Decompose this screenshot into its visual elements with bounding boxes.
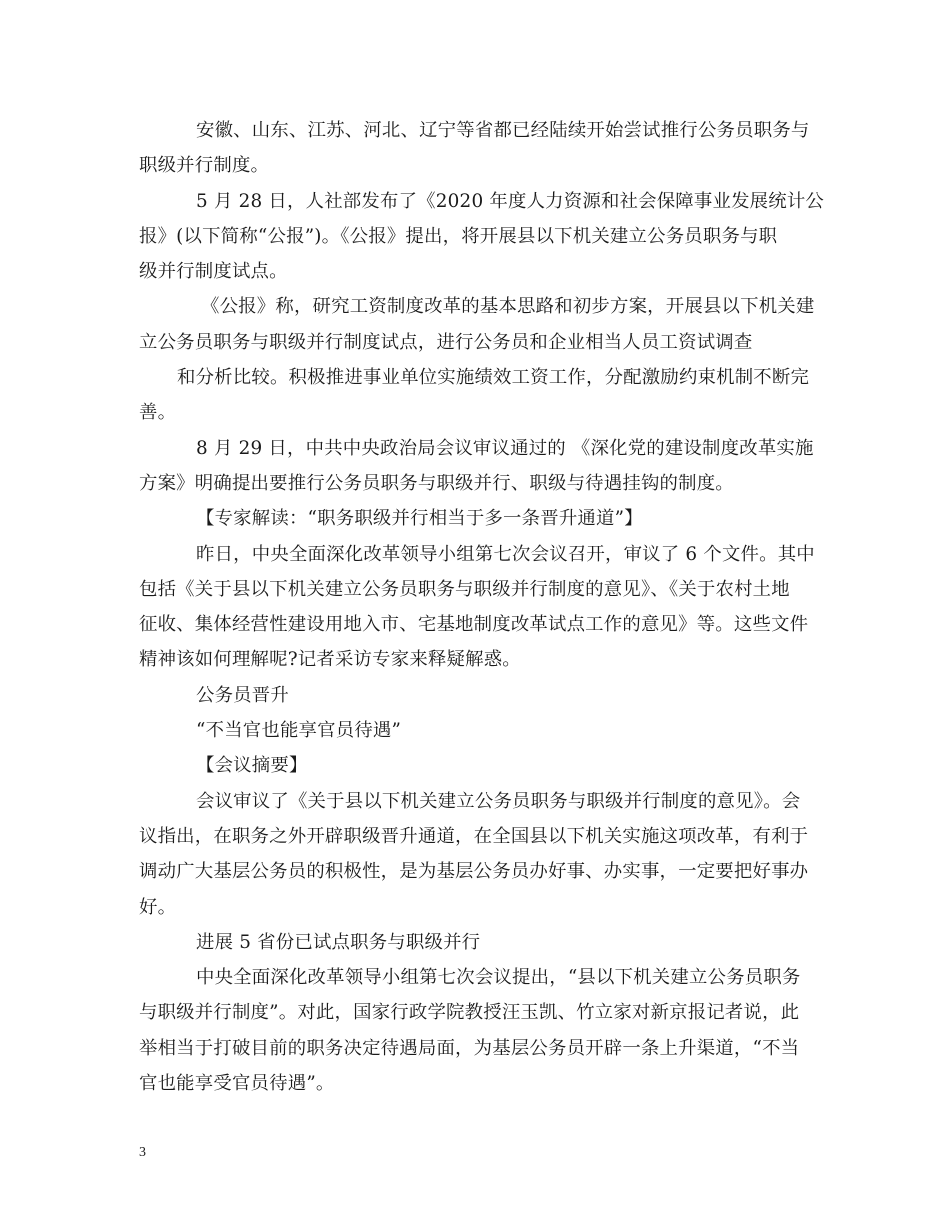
- paragraph: [139, 960, 815, 1101]
- text-line: 好。: [139, 896, 177, 918]
- text-line: 8 月 29 日，中共中央政治局会议审议通过的 《深化党的建设制度改革实施: [196, 437, 814, 459]
- paragraph: [139, 289, 815, 430]
- text-line: 【专家解读：“职务职级并行相当于多一条晋升通道”】: [196, 508, 643, 530]
- text-line: 调动广大基层公务员的积极性，是为基层公务员办好事、办实事，一定要把好事办: [139, 861, 809, 883]
- text-line: 中央全面深化改革领导小组第七次会议提出，“县以下机关建立公务员职务: [196, 967, 801, 989]
- text-line: 立公务员职务与职级并行制度试点，进行公务员和企业相当人员工资试调查: [139, 331, 753, 353]
- paragraph: [139, 431, 815, 502]
- page-number: 3: [139, 1145, 146, 1160]
- text-line: 进展 5 省份已试点职务与职级并行: [196, 931, 481, 953]
- paragraph: [139, 784, 815, 925]
- text-line: 公务员晋升: [196, 684, 289, 706]
- text-line: 征收、集体经营性建设用地入市、宅基地制度改革试点工作的意见》等。这些文件: [139, 614, 809, 636]
- text-line: 官也能享受官员待遇”。: [139, 1073, 335, 1095]
- text-line: 报》(以下简称“公报”)。《公报》提出，将开展县以下机关建立公务员职务与职: [139, 225, 778, 247]
- section-heading: [139, 748, 815, 783]
- text-line: 方案》明确提出要推行公务员职务与职级并行、职级与待遇挂钩的制度。: [139, 472, 734, 494]
- text-line: 与职级并行制度”。对此，国家行政学院教授汪玉凯、竹立家对新京报记者说，此: [139, 1002, 800, 1024]
- text-line: 议指出，在职务之外开辟职级晋升通道，在全国县以下机关实施这项改革，有利于: [139, 825, 809, 847]
- text-line: 安徽、山东、江苏、河北、辽宁等省都已经陆续开始尝试推行公务员职务与: [196, 120, 810, 141]
- text-line: 包括《关于县以下机关建立公务员职务与职级并行制度的意见》、《关于农村土地: [139, 578, 790, 600]
- paragraph: [139, 184, 825, 290]
- section-heading: [139, 501, 815, 536]
- text-line: 级并行制度试点。: [139, 261, 288, 283]
- text-line: 善。: [139, 402, 177, 424]
- text-line: 【会议摘要】: [196, 755, 308, 777]
- document-body: [139, 113, 825, 1101]
- text-line: 精神该如何理解呢?记者采访专家来释疑解惑。: [139, 649, 521, 671]
- text-line: 《公报》称，研究工资制度改革的基本思路和初步方案，开展县以下机关建: [201, 296, 815, 318]
- text-line: 昨日，中央全面深化改革领导小组第七次会议召开，审议了 6 个文件。其中: [196, 543, 815, 565]
- text-line: 举相当于打破目前的职务决定待遇局面，为基层公务员开辟一条上升渠道，“不当: [139, 1037, 800, 1059]
- paragraph: [139, 113, 815, 184]
- subheading: [139, 925, 815, 960]
- subheading: [139, 678, 815, 713]
- text-line: 和分析比较。积极推进事业单位实施绩效工资工作，分配激励约束机制不断完: [177, 367, 810, 389]
- paragraph: [139, 537, 815, 678]
- text-line: 会议审议了《关于县以下机关建立公务员职务与职级并行制度的意见》。会: [196, 790, 801, 812]
- subheading: [139, 713, 815, 748]
- text-line: 5 月 28 日，人社部发布了《2020 年度人力资源和社会保障事业发展统计公: [196, 190, 825, 212]
- text-line: “不当官也能享官员待遇”: [196, 720, 402, 742]
- text-line: 职级并行制度。: [139, 155, 270, 177]
